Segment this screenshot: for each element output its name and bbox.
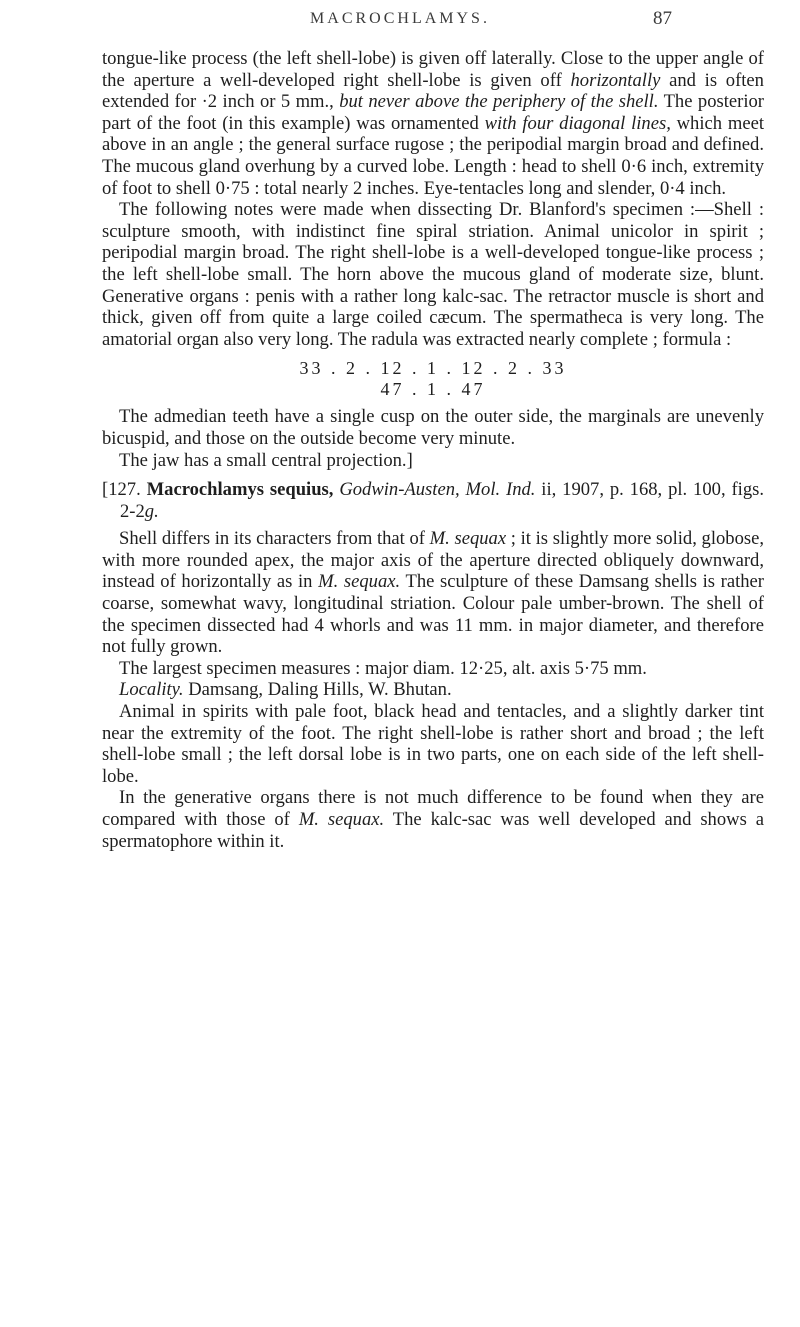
italic-run: M. sequax. xyxy=(298,809,385,830)
running-head xyxy=(0,10,800,32)
locality-text: Damsang, Daling Hills, W. Bhutan. xyxy=(183,679,452,701)
page-number: 87 xyxy=(653,8,672,29)
reference-title: Mol. Ind. xyxy=(465,479,536,501)
italic-run: with four diagonal lines, xyxy=(484,112,671,134)
text-run: The kalc-sac was well developed and shows a spermatophore within it. xyxy=(102,809,764,852)
paragraph-dissection-notes: The following notes were made when dissecting Dr. Blanford's specimen :—Shell : sculpture smooth, with indistinct fine spiral striation. Animal unicolor in spirit ; peripodial margin broad. The right shell-lobe is a well-developed tongue-like process ; the left shell-lobe small. The horn above the mucous gland of moderate size, blunt. Generative organs : penis with a rather long kalc-sac. The retractor muscle is short and thick, given off from quite a large coiled cæcum. The spermatheca is very long. The amatorial organ also very long. The radula was extracted nearly complete ; formula : xyxy=(102,199,764,350)
italic-run: M. sequax xyxy=(429,528,507,550)
text-run: and is often extended for ·2 inch or 5 mm., xyxy=(102,69,764,113)
paragraph-animal: Animal in spirits with pale foot, black head and tentacles, and a slightly darker tint near the extremity of the foot. The right shell-lobe is rather short and broad ; the left shell-lobe small ; the left dorsal lobe is in two parts, one on each side of the left shell-lobe. xyxy=(102,701,764,787)
reference-fig-suffix: g. xyxy=(144,500,159,522)
radula-formula xyxy=(102,358,764,400)
formula-line-1: 33 . 2 . 12 . 1 . 12 . 2 . 33 xyxy=(299,358,567,379)
paragraph-measurements: The largest specimen measures : major diam. 12·25, alt. axis 5·75 mm. xyxy=(119,657,647,679)
italic-run: M. sequax. xyxy=(318,571,401,593)
text-run: In the generative organs there is not much difference to be found when they are compared with those of xyxy=(102,787,764,830)
paragraph-shell-comparison xyxy=(102,528,764,658)
species-name: Macrochlamys sequius, xyxy=(146,479,334,501)
entry-number: [127. xyxy=(102,479,141,501)
running-title: MACROCHLAMYS. xyxy=(310,10,490,27)
species-entry-heading xyxy=(102,479,764,522)
species-authority: Godwin-Austen, xyxy=(339,479,460,501)
reference-details: ii, 1907, p. 168, pl. 100, figs. 2-2 xyxy=(120,479,764,522)
locality-label: Locality. xyxy=(119,679,184,701)
paragraph-generative-organs xyxy=(102,787,764,852)
text-run: tongue-like process (the left shell-lobe) is given off laterally. Close to the upper angle of the aperture a well-developed right shell-lobe is given off xyxy=(102,48,764,91)
text-run: ; it is slightly more solid, globose, with more rounded apex, the major axis of the aperture directed obliquely downward, instead of horizontally as in xyxy=(102,528,765,593)
text-run: which meet above in an angle ; the general surface rugose ; the peripodial margin broad and defined. The mucous gland overhung by a curved lobe. Length : head to shell 0·6 inch, extremity of foot to shell 0·75 : total nearly 2 inches. Eye-tentacles long and slender, 0·4 inch. xyxy=(102,112,764,199)
formula-line-2: 47 . 1 . 47 xyxy=(380,379,486,400)
paragraph-teeth: The admedian teeth have a single cusp on the outer side, the marginals are unevenly bicuspid, and those on the outside become very minute. xyxy=(102,406,764,449)
text-run: The sculpture of these Damsang shells is rather coarse, somewhat wavy, longitudinal striation. Colour pale umber-brown. The shell of the specimen dissected had 4 whorls and was 11 mm. in major diameter, and therefore not fully grown. xyxy=(102,571,764,658)
body-text xyxy=(102,48,764,852)
paragraph-foot-description xyxy=(102,48,764,199)
italic-run: horizontally xyxy=(570,69,661,91)
paragraph-locality xyxy=(102,679,764,701)
paragraph-jaw: The jaw has a small central projection.] xyxy=(119,449,413,471)
italic-run: but never above the periphery of the shell. xyxy=(339,91,659,113)
text-run: Shell differs in its characters from that of xyxy=(119,528,430,550)
text-run: The posterior part of the foot (in this example) was ornamented xyxy=(102,91,764,134)
